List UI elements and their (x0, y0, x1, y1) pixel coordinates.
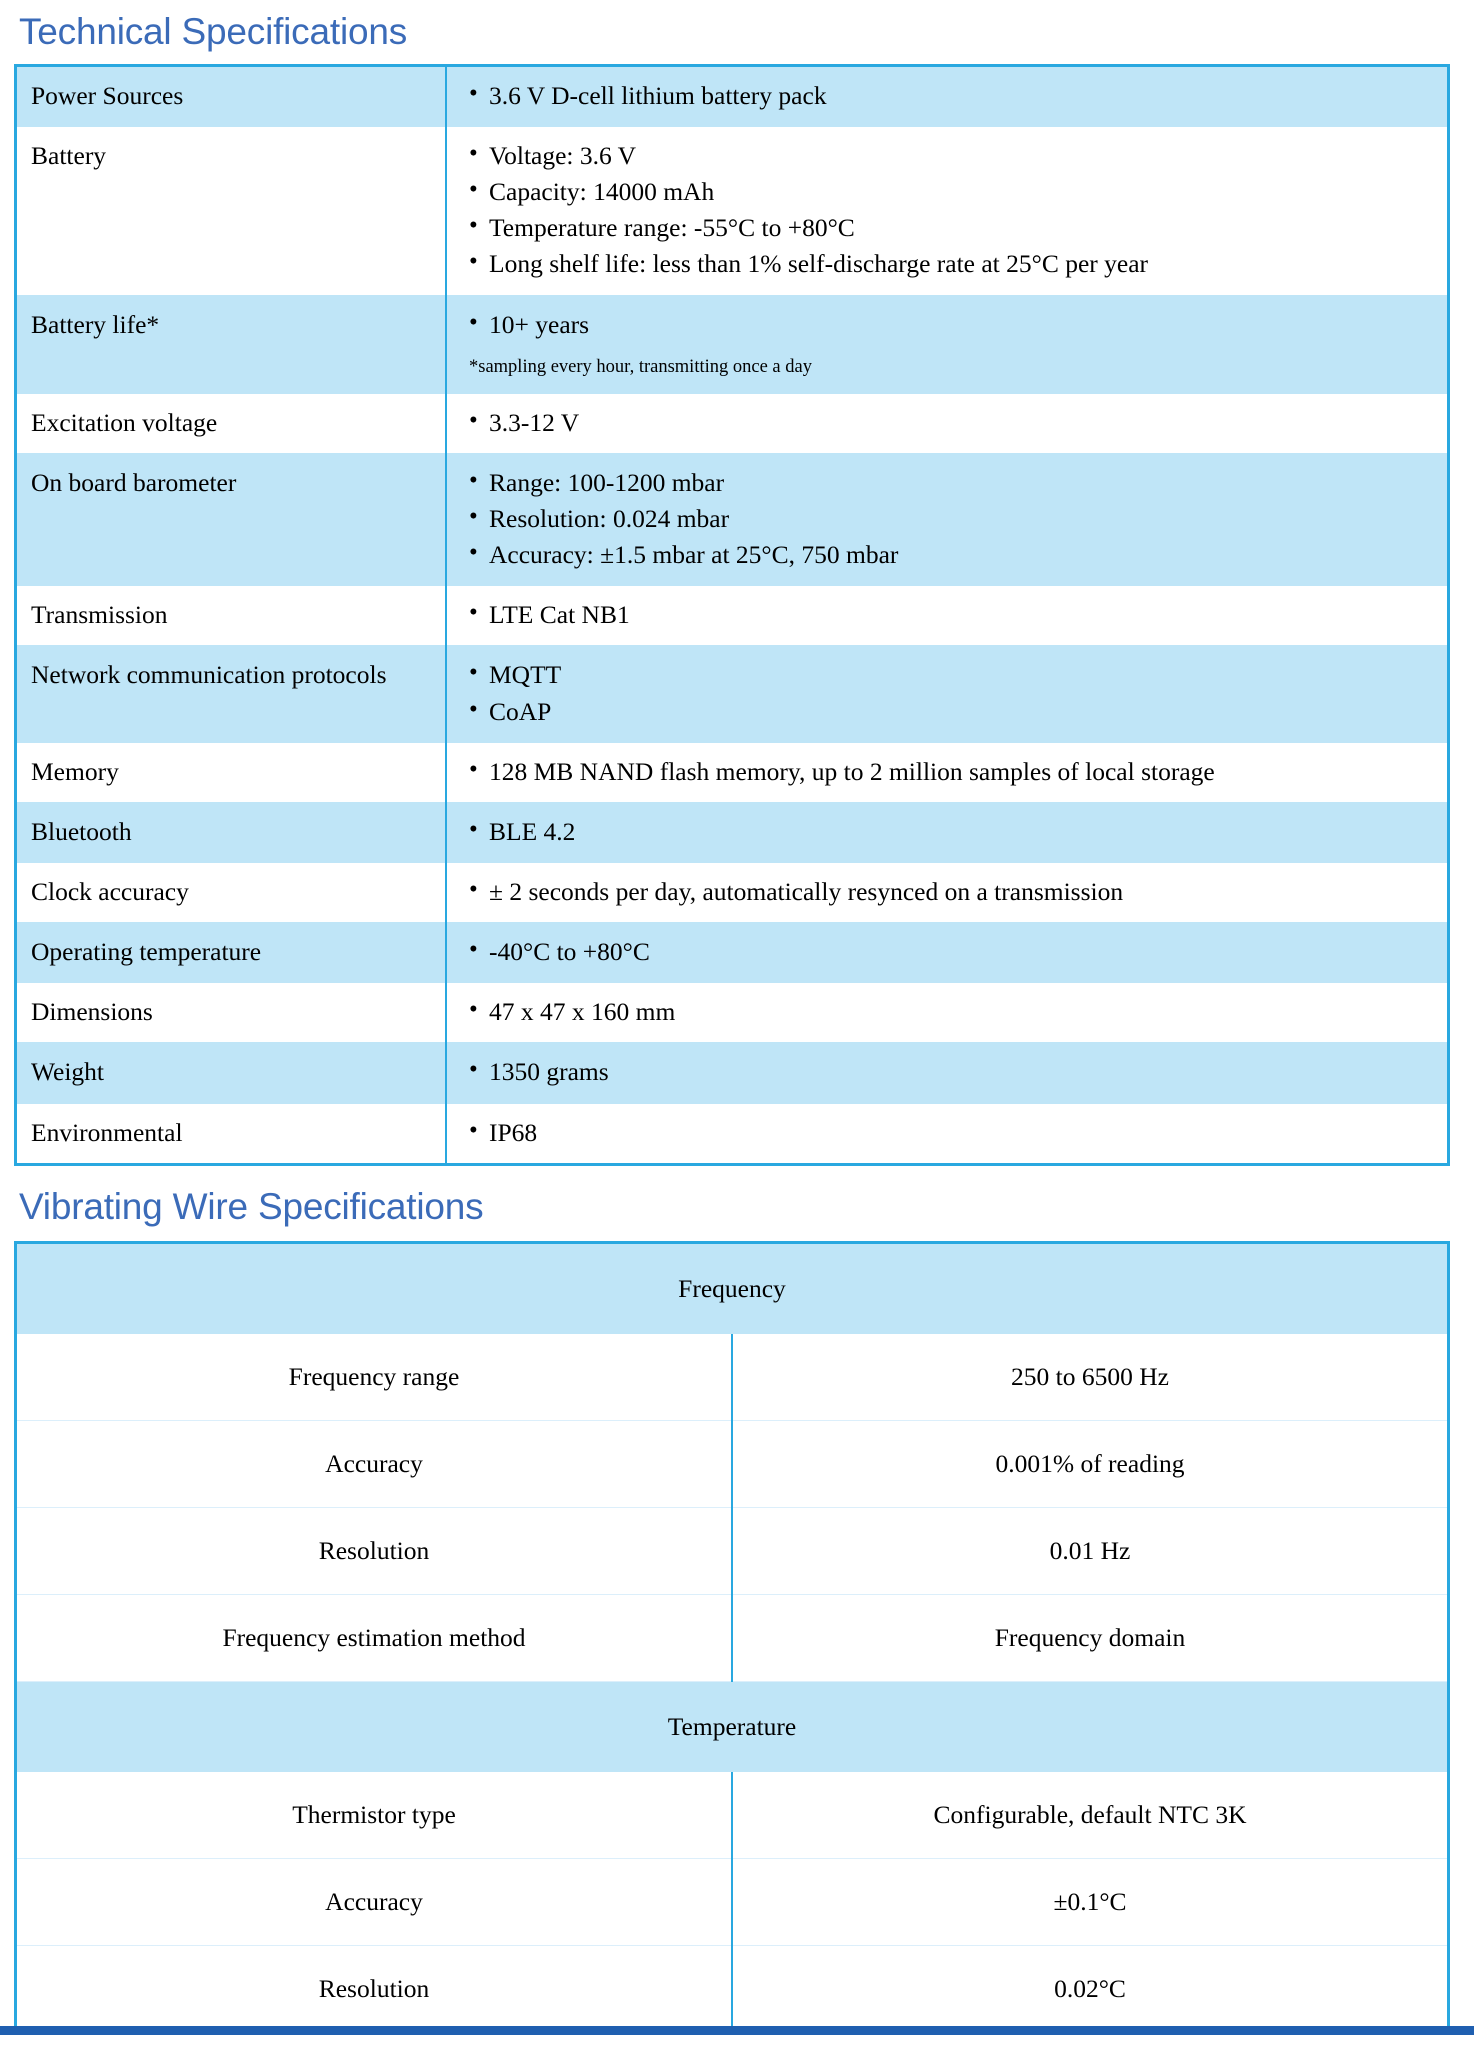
vw-value-cell: 0.02°C (732, 1945, 1449, 2033)
spec-bullet-item: • Voltage: 3.6 V (467, 139, 1437, 172)
spec-label-cell: Excitation voltage (16, 393, 447, 453)
spec-bullet-item: • 47 x 47 x 160 mm (467, 995, 1437, 1028)
table-row (16, 586, 1449, 646)
spec-value-cell (446, 646, 1449, 742)
spec-bullet-item: • -40°C to +80°C (467, 935, 1437, 968)
spec-value-cell (446, 802, 1449, 862)
table-row (16, 923, 1449, 983)
vw-label-cell: Accuracy (16, 1858, 733, 1945)
table-row (16, 802, 1449, 862)
spec-value-cell (446, 983, 1449, 1043)
spec-bullet-item: • BLE 4.2 (467, 815, 1437, 848)
spec-bullet-item: • 3.6 V D-cell lithium battery pack (467, 79, 1437, 112)
spec-bullet-list (467, 466, 1437, 571)
spec-label-cell: Transmission (16, 586, 447, 646)
table-row (16, 1507, 1449, 1594)
spec-value-cell (446, 65, 1449, 126)
spec-bullet-item: • LTE Cat NB1 (467, 598, 1437, 631)
spec-bullet-list (467, 79, 1437, 112)
spec-bullet-item: • 10+ years (467, 308, 1437, 341)
technical-specifications-table (14, 64, 1450, 1166)
spec-bullet-item: • 1350 grams (467, 1055, 1437, 1088)
spec-bullet-list (467, 308, 1437, 341)
table-row (16, 1772, 1449, 1859)
vw-label-cell: Resolution (16, 1507, 733, 1594)
spec-bullet-list (467, 875, 1437, 908)
spec-label-cell: Operating temperature (16, 923, 447, 983)
vw-value-cell: Configurable, default NTC 3K (732, 1772, 1449, 1859)
vw-label-cell: Frequency range (16, 1334, 733, 1421)
table-row (16, 1858, 1449, 1945)
spec-bullet-item: • IP68 (467, 1116, 1437, 1149)
spec-label-cell: Battery (16, 126, 447, 295)
table-row (16, 65, 1449, 126)
vw-label-cell: Thermistor type (16, 1772, 733, 1859)
spec-bullet-item: • Resolution: 0.024 mbar (467, 502, 1437, 535)
spec-value-cell (446, 923, 1449, 983)
vibrating-wire-specifications-heading: Vibrating Wire Specifications (19, 1185, 484, 1227)
table-row (16, 393, 1449, 453)
spec-bullet-item: • 3.3-12 V (467, 406, 1437, 439)
spec-value-cell (446, 1103, 1449, 1164)
vw-group-title: Frequency (16, 1242, 1449, 1334)
spec-bullet-list (467, 406, 1437, 439)
spec-bullet-list (467, 935, 1437, 968)
spec-bullet-list (467, 139, 1437, 281)
spec-label-cell: Dimensions (16, 983, 447, 1043)
vw-value-cell: 0.01 Hz (732, 1507, 1449, 1594)
spec-bullet-item: • 128 MB NAND flash memory, up to 2 million samples of local storage (467, 755, 1437, 788)
spec-bullet-item: • Long shelf life: less than 1% self-discharge rate at 25°C per year (467, 247, 1437, 280)
spec-bullet-item: • Accuracy: ±1.5 mbar at 25°C, 750 mbar (467, 538, 1437, 571)
spec-bullet-list (467, 658, 1437, 727)
table-row (16, 126, 1449, 295)
table-row (16, 1594, 1449, 1681)
spec-bullet-item: • Temperature range: -55°C to +80°C (467, 211, 1437, 244)
spec-label-cell: Clock accuracy (16, 863, 447, 923)
spec-bullet-list (467, 755, 1437, 788)
table-row (16, 742, 1449, 802)
spec-label-cell: On board barometer (16, 453, 447, 585)
vw-label-cell: Frequency estimation method (16, 1594, 733, 1681)
vw-value-cell: ±0.1°C (732, 1858, 1449, 1945)
spec-bullet-list (467, 1116, 1437, 1149)
spec-value-cell (446, 586, 1449, 646)
spec-bullet-item: • ± 2 seconds per day, automatically resynced on a transmission (467, 875, 1437, 908)
table-row (16, 453, 1449, 585)
spec-label-cell: Power Sources (16, 65, 447, 126)
spec-footnote: *sampling every hour, transmitting once a day (469, 356, 812, 377)
vw-value-cell: 0.001% of reading (732, 1420, 1449, 1507)
spec-label-cell: Network communication protocols (16, 646, 447, 742)
technical-specifications-heading: Technical Specifications (19, 11, 408, 52)
spec-label-cell: Environmental (16, 1103, 447, 1164)
vw-label-cell: Resolution (16, 1945, 733, 2033)
table-row (16, 1334, 1449, 1421)
spec-value-cell (446, 393, 1449, 453)
spec-value-cell (446, 742, 1449, 802)
table-row (16, 646, 1449, 742)
spec-bullet-list (467, 995, 1437, 1028)
table-row (16, 1103, 1449, 1164)
spec-bullet-list (467, 1055, 1437, 1088)
vw-value-cell: Frequency domain (732, 1594, 1449, 1681)
vw-group-header-row (16, 1242, 1449, 1334)
table-row (16, 1043, 1449, 1103)
spec-value-cell (446, 295, 1449, 393)
spec-value-cell (446, 1043, 1449, 1103)
spec-value-cell (446, 863, 1449, 923)
spec-value-cell (446, 453, 1449, 585)
spec-label-cell: Weight (16, 1043, 447, 1103)
vibrating-wire-specifications-table (14, 1241, 1450, 2035)
spec-bullet-list (467, 815, 1437, 848)
vw-value-cell: 250 to 6500 Hz (732, 1334, 1449, 1421)
table-row (16, 863, 1449, 923)
spec-value-cell (446, 126, 1449, 295)
spec-bullet-item: • CoAP (467, 695, 1437, 728)
vw-label-cell: Accuracy (16, 1420, 733, 1507)
spec-label-cell: Memory (16, 742, 447, 802)
spec-label-cell: Bluetooth (16, 802, 447, 862)
table-row (16, 295, 1449, 393)
bottom-accent-bar (0, 2026, 1474, 2035)
spec-bullet-list (467, 598, 1437, 631)
spec-bullet-item: • Capacity: 14000 mAh (467, 175, 1437, 208)
table-row (16, 1945, 1449, 2033)
table-row (16, 1420, 1449, 1507)
vw-group-title: Temperature (16, 1681, 1449, 1772)
vw-group-header-row (16, 1681, 1449, 1772)
spec-label-cell: Battery life* (16, 295, 447, 393)
spec-bullet-item: • Range: 100-1200 mbar (467, 466, 1437, 499)
table-row (16, 983, 1449, 1043)
spec-bullet-item: • MQTT (467, 658, 1437, 691)
